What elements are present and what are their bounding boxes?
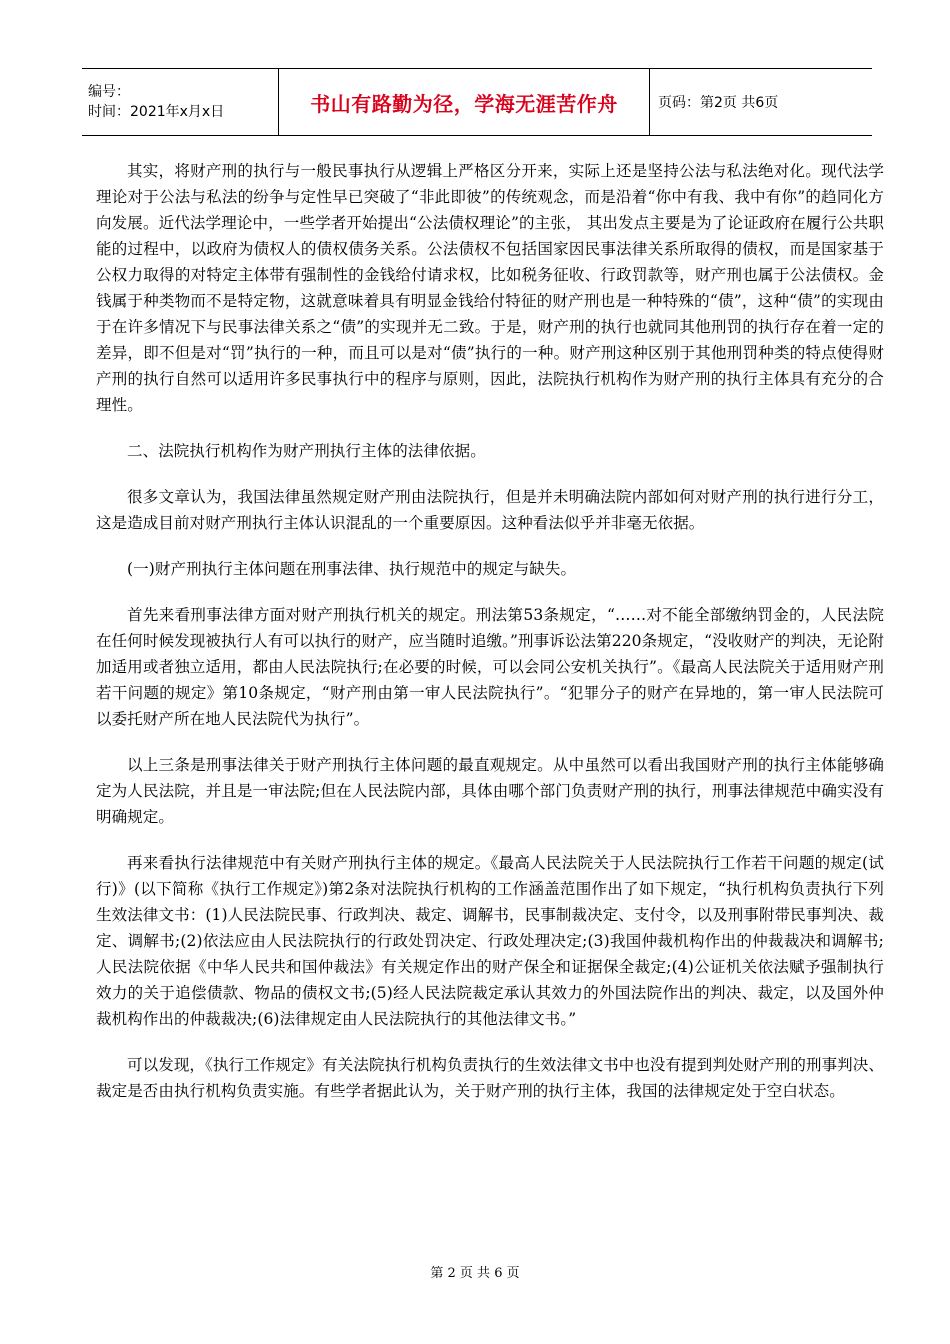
subsection-heading: (一)财产刑执行主体问题在刑事法律、执行规范中的规定与缺失。	[127, 560, 577, 578]
page-footer: 第 2 页 共 6 页	[430, 1266, 520, 1281]
section-heading: 二、法院执行机构作为财产刑执行主体的法律依据。	[127, 442, 486, 460]
document-number-label: 编号：	[88, 84, 130, 100]
body-paragraph: 其实，将财产刑的执行与一般民事执行从逻辑上严格区分开来，实际上还是坚持公法与私法绝对化。现代法学理论对于公法与私法的纷争与定性早已突破了“非此即彼”的传统观念，而是沿着“你中有我、我中有你”的趋同化方向发展。近代法学理论中，一些学者开始提出“公法债权理论”的主张， 其出发点主要是为了论证政府在履行公共职能的过程中，以政府为债权人的债权债务关系。公法债权不包括国家因民事法律关系所取得的债权，而是国家基于公权力取得的对特定主体带有强制性的金钱给付请求权，比如税务征收、行政罚款等，财产刑也属于公法债权。金钱属于种类物而不是特定物，这就意味着具有明显金钱给付特征的财产刑也是一种特殊的“债”，这种“债”的实现由于在许多情况下与民事法律关系之“债”的实现并无二致。于是，财产刑的执行也就同其他刑罚的执行存在着一定的差异，即不但是对“罚”执行的一种，而且可以是对“债”执行的一种。财产刑这种区别于其他刑罚种类的特点使得财产刑的执行自然可以适用许多民事执行中的程序与原则，因此，法院执行机构作为财产刑的执行主体具有充分的合理性。	[96, 162, 884, 414]
body-paragraph: 再来看执行法律规范中有关财产刑执行主体的规定。《最高人民法院关于人民法院执行工作若干问题的规定(试行)》(以下简称《执行工作规定》)第2条对法院执行机构的工作涵盖范围作出了如下规定，“执行机构负责执行下列生效法律文书：(1)人民法院民事、行政判决、裁定、调解书，民事制裁决定、支付令，以及刑事附带民事判决、裁定、调解书;(2)依法应由人民法院执行的行政处罚决定、行政处理决定;(3)我国仲裁机构作出的仲裁裁决和调解书;人民法院依据《中华人民共和国仲裁法》有关规定作出的财产保全和证据保全裁定;(4)公证机关依法赋予强制执行效力的关于追偿债款、物品的债权文书;(5)经人民法院裁定承认其效力的外国法院作出的判决、裁定，以及国外仲裁机构作出的仲裁裁决;(6)法律规定由人民法院执行的其他法律文书。”	[96, 854, 884, 1028]
page-header	[82, 68, 872, 136]
body-paragraph: 首先来看刑事法律方面对财产刑执行机关的规定。刑法第53条规定，“……对不能全部缴纳罚金的，人民法院在任何时候发现被执行人有可以执行的财产，应当随时追缴。”刑事诉讼法第220条规定，“没收财产的判决，无论附加适用或者独立适用，都由人民法院执行;在必要的时候，可以会同公安机关执行”。《最高人民法院关于适用财产刑若干问题的规定》第10条规定，“财产刑由第一审人民法院执行”。“犯罪分子的财产在异地的，第一审人民法院可以委托财产所在地人民法院代为执行”。	[96, 606, 884, 728]
document-body	[96, 158, 884, 1124]
body-paragraph: 以上三条是刑事法律关于财产刑执行主体问题的最直观规定。从中虽然可以看出我国财产刑的执行主体能够确定为人民法院，并且是一审法院;但在人民法院内部，具体由哪个部门负责财产刑的执行，刑事法律规范中确实没有明确规定。	[96, 756, 884, 826]
header-motto: 书山有路勤为径，学海无涯苦作舟	[310, 91, 618, 116]
header-page-cell	[650, 69, 872, 135]
header-page-number: 页码：第2页 共6页	[658, 95, 779, 111]
body-paragraph: 可以发现，《执行工作规定》有关法院执行机构负责执行的生效法律文书中也没有提到判处财产刑的刑事判决、裁定是否由执行机构负责实施。有些学者据此认为，关于财产刑的执行主体，我国的法律规定处于空白状态。	[96, 1056, 884, 1100]
body-paragraph: 很多文章认为，我国法律虽然规定财产刑由法院执行，但是并未明确法院内部如何对财产刑的执行进行分工，这是造成目前对财产刑执行主体认识混乱的一个重要原因。这种看法似乎并非毫无依据。	[96, 488, 884, 532]
document-date-label: 时间：2021年x月x日	[88, 104, 225, 120]
header-meta	[82, 69, 278, 135]
header-motto-cell	[278, 69, 650, 135]
